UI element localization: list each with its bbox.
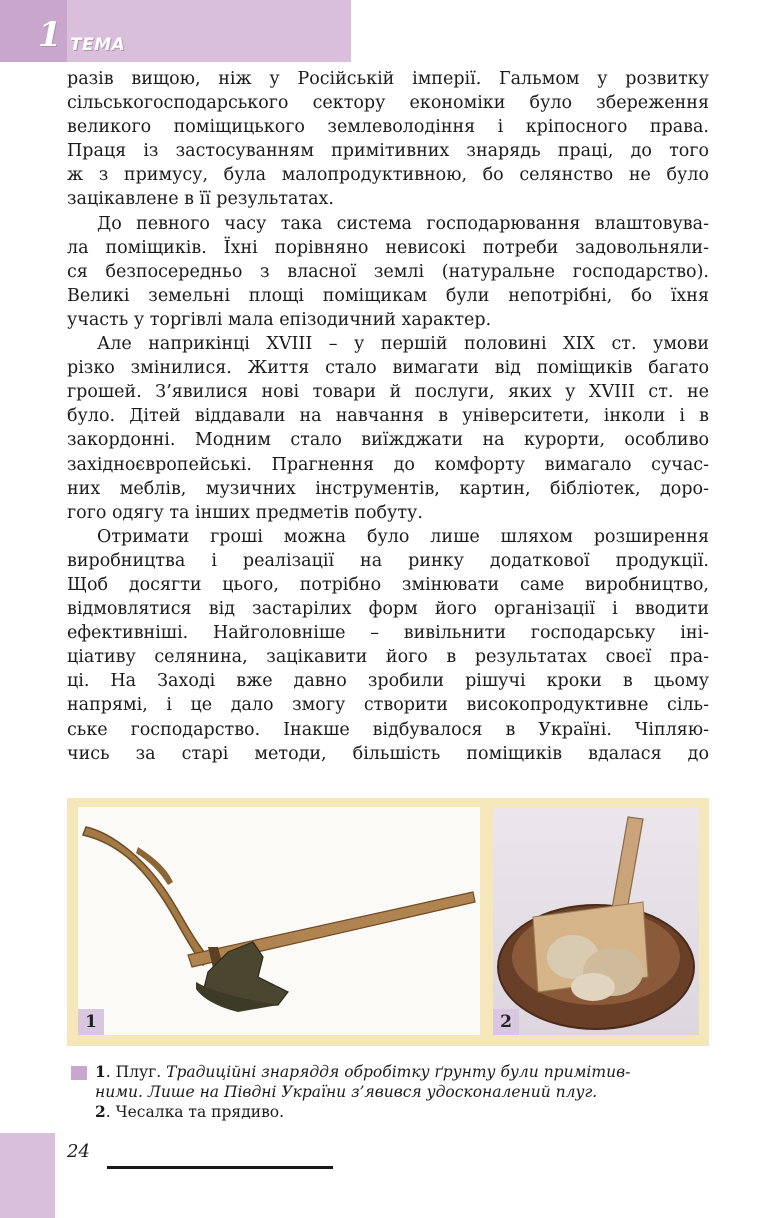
text-line: участь у торгівлі мала епізодичний характер. [67, 309, 492, 330]
text-line: грошей. З’явилися нові товари й послуги, яких у XVIII ст. не [67, 382, 709, 403]
text-line: сільськогосподарського сектору економіки було збереження [67, 93, 709, 114]
figure-badge-2: 2 [493, 1009, 519, 1035]
text-line: Отримати гроші можна було лише шляхом розширення [97, 526, 709, 547]
caption-line-1 [95, 1062, 710, 1082]
text-line: ефективніші. Найголовніше – вивільнити господарську іні- [67, 623, 709, 644]
text-line: різко змінилися. Життя стало вимагати від поміщиків багато [67, 358, 709, 379]
text-line: виробництва і реалізації на ринку додаткової продукції. [67, 550, 709, 571]
text-line: було. Дітей віддавали на навчання в університети, інколи і в [67, 406, 709, 427]
carding-comb-photo [493, 807, 699, 1035]
text-line: великого поміщицького землеволодіння і кріпосного права. [67, 117, 709, 138]
text-line: Праця із застосуванням примітивних знарядь праці, до того [67, 141, 709, 162]
text-line: відмовлятися від застарілих форм його організації і вводити [67, 599, 709, 620]
text-line: ж з примусу, була малопродуктивною, бо селянство не було [67, 165, 709, 186]
text-line: До певного часу така система господарювання влаштовува- [97, 213, 709, 234]
theme-number: 1 [38, 15, 62, 55]
text-line: разів вищою, ніж у Російській імперії. Гальмом у розвитку [67, 69, 709, 89]
text-line: закордонні. Модним стало виїжджати на курорти, особливо [67, 430, 709, 451]
page-number: 24 [67, 1141, 90, 1162]
figure-caption [95, 1062, 710, 1122]
plough-photo [78, 807, 480, 1035]
text-line: ціативу селянина, зацікавити його в результатах своєї пра- [67, 647, 709, 668]
text-line: ці. На Заході вже давно зробили рішучі кроки в цьому [67, 671, 709, 692]
text-line: зацікавлене в її результатах. [67, 189, 334, 210]
caption-1-number: 1 [95, 1062, 106, 1081]
caption-2-title: . Чесалка та прядиво. [105, 1103, 285, 1121]
caption-line-3 [95, 1102, 710, 1122]
footer-rule [107, 1166, 333, 1169]
text-line: Великі земельні площі поміщикам були непотрібні, бо їхня [67, 285, 709, 306]
caption-marker [71, 1066, 87, 1080]
text-line: ся безпосередньо з власної землі (натуральне господарство). [67, 261, 709, 282]
text-line: чись за старі методи, більшість поміщиків вдалася до [67, 743, 709, 764]
text-line: західноєвропейські. Прагнення до комфорту вимагало сучас- [67, 454, 709, 475]
caption-1-italic-b: ними. Лише на Півдні України з’явився удосконалений плуг. [95, 1083, 598, 1101]
body-text [67, 67, 709, 766]
theme-label: ТЕМА [70, 35, 126, 55]
text-line: Але наприкінці XVIII – у першій половині XIX ст. умови [97, 334, 709, 355]
plough-illustration [78, 807, 480, 1035]
caption-1-italic-a: Традиційні знаряддя обробітку ґрунту були примітив- [166, 1063, 631, 1081]
text-line: них меблів, музичних інструментів, картин, бібліотек, доро- [67, 478, 709, 499]
footer-band [0, 1133, 55, 1218]
caption-2-number: 2 [95, 1102, 106, 1121]
caption-1-title: . Плуг. [105, 1063, 167, 1081]
text-line: гого одягу та інших предметів побуту. [67, 502, 423, 523]
text-line: напрямі, і це дало змогу створити високопродуктивне сіль- [67, 695, 709, 716]
carding-comb-illustration [493, 807, 699, 1035]
figure-badge-1: 1 [78, 1009, 104, 1035]
text-line: ла поміщиків. Їхні порівняно невисокі потреби задовольняли- [67, 237, 709, 258]
text-line: Щоб досягти цього, потрібно змінювати саме виробництво, [67, 574, 709, 595]
text-line: ське господарство. Інакше відбувалося в Україні. Чіпляю- [67, 719, 709, 740]
